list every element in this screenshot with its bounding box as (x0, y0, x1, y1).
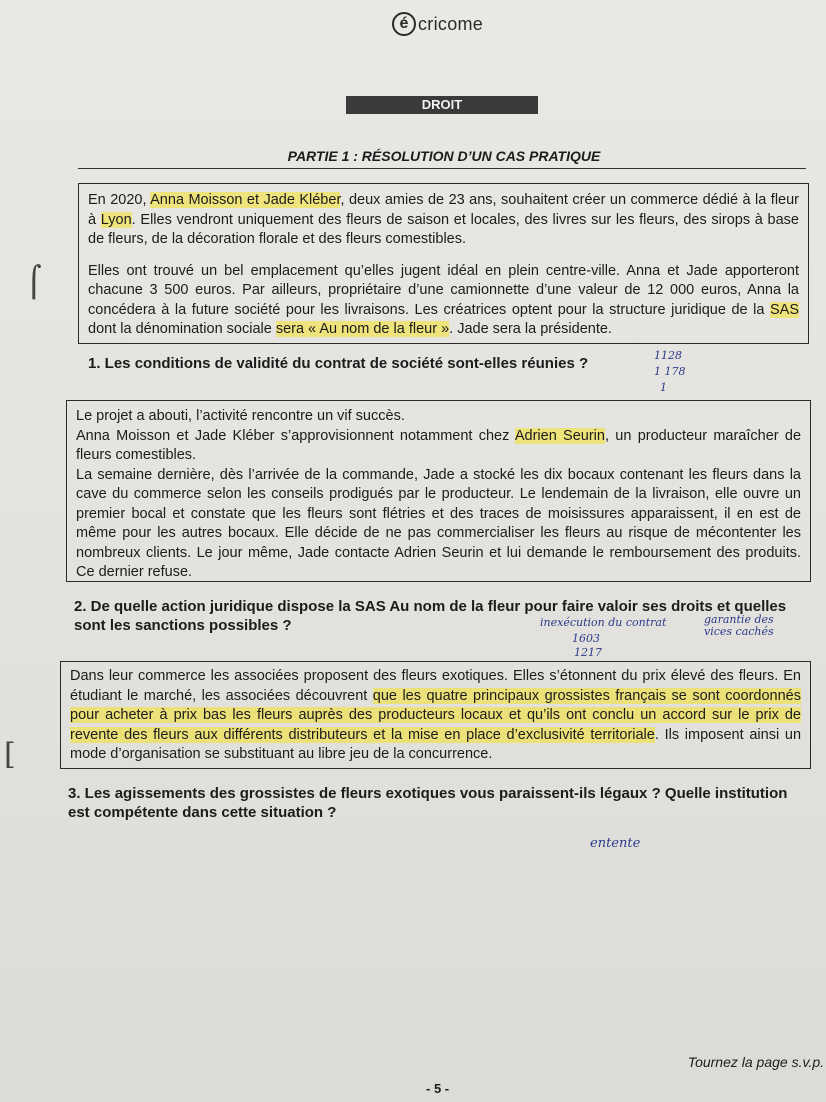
question-1: 1. Les conditions de validité du contrat de société sont-elles réunies ? (88, 355, 589, 372)
logo-mark: é (392, 12, 416, 36)
subject-banner: DROIT (346, 96, 538, 114)
question-2: 2. De quelle action juridique dispose la SAS Au nom de la fleur pour faire valoir ses droits et quelles sont les sanctions possibles ? (74, 598, 787, 634)
case1-paragraph-2: Elles ont trouvé un bel emplacement qu’elles jugent idéal en plein centre-ville. Anna et Jade apporteront chacune 3 500 euros. Par ailleurs, propriétaire d’une camionnette d’une valeur de 12 000 euros, Anna la concédera à la future société pour les livraisons. Les créatrices optent pour la structure juridique de la SAS dont la dénomination sociale sera « Au nom de la fleur ». Jade sera la présidente. (88, 262, 799, 337)
case3-paragraph: Dans leur commerce les associées proposent des fleurs exotiques. Elles s’étonnent du prix élevé des fleurs. En étudiant le marché, les associées découvrent que les quatre principaux grossistes français se sont coordonnés pour acheter à prix bas les fleurs auprès des producteurs locaux et qu’ils ont conclu un accord sur le prix de revente des fleurs aux différents distributeurs et la mise en place d’exclusivité territoriale. Ils imposent ainsi un mode d’organisation se substituant au libre jeu de la concurrence. (70, 668, 802, 762)
part-title-rule (78, 168, 806, 169)
highlight: sera « Au nom de la fleur » (275, 321, 450, 337)
margin-bracket-mark: [ (4, 737, 16, 772)
margin-bracket-mark: ⌠ (26, 265, 42, 300)
highlight: SAS (769, 301, 799, 318)
handwritten-note: 1128 (654, 349, 682, 362)
case1-paragraph-1: En 2020, Anna Moisson et Jade Kléber, deux amies de 23 ans, souhaitent créer un commerce dédié à la fleur à Lyon. Elles vendront uniquement des fleurs de saison et locales, des livres sur les fleurs, des sirops à base de fleurs, de la décoration florale et des fleurs comestibles. (88, 192, 799, 247)
case-box-1 (78, 183, 809, 344)
handwritten-note: 1 (660, 381, 667, 394)
logo-text: cricome (418, 13, 484, 34)
handwritten-note: 1603 (572, 632, 600, 645)
handwritten-note: 1217 (574, 646, 602, 659)
handwritten-note: 1 178 (654, 365, 686, 378)
question-3: 3. Les agissements des grossistes de fleurs exotiques vous paraissent-ils légaux ? Quelle institution est compétente dans cette situation ? (68, 785, 788, 821)
handwritten-note: entente (590, 836, 641, 851)
handwritten-note: garantie des vices cachés (704, 613, 774, 638)
case-box-3 (60, 661, 811, 769)
case-box-2 (66, 400, 811, 582)
highlight: Lyon (100, 211, 132, 228)
case2-line-2: Anna Moisson et Jade Kléber s’approvisionnent notamment chez Adrien Seurin, un producteur maraîcher de fleurs comestibles. (76, 427, 802, 463)
highlight: que les quatre principaux grossistes français se sont coordonnés pour acheter à prix bas les fleurs auprès des producteurs locaux et qu’ils ont conclu un accord sur le prix de revente des fleurs aux différents distributeurs et la mise en place d’exclusivité territoriale (70, 687, 801, 743)
highlight: Anna Moisson et Jade Kléber (150, 192, 341, 208)
page-number: - 5 - (426, 1081, 450, 1096)
case2-paragraph: La semaine dernière, dès l’arrivée de la commande, Jade a stocké les dix bocaux contenant les fleurs dans la cave du commerce selon les conseils prodigués par le producteur. Le lendemain de la livraison, elle ouvre un premier bocal et constate que les fleurs sont flétries et des traces de moisissures apparaissent, il en est de même pour les autres bocaux. Elle décide de ne pas commercialiser les fleurs au risque de mécontenter les nombreux clients. Le jour même, Jade contacte Adrien Seurin et lui demande le remboursement des produits. Ce dernier refuse. (76, 466, 801, 580)
turn-page-note: Tournez la page s.v.p. (687, 1054, 824, 1070)
ecricome-logo (392, 12, 483, 36)
case2-line-1: Le projet a abouti, l’activité rencontre un vif succès. (76, 408, 405, 424)
part-title: PARTIE 1 : RÉSOLUTION D’UN CAS PRATIQUE (287, 148, 601, 164)
handwritten-note: inexécution du contrat (540, 616, 667, 629)
highlight: Adrien Seurin (514, 427, 605, 444)
